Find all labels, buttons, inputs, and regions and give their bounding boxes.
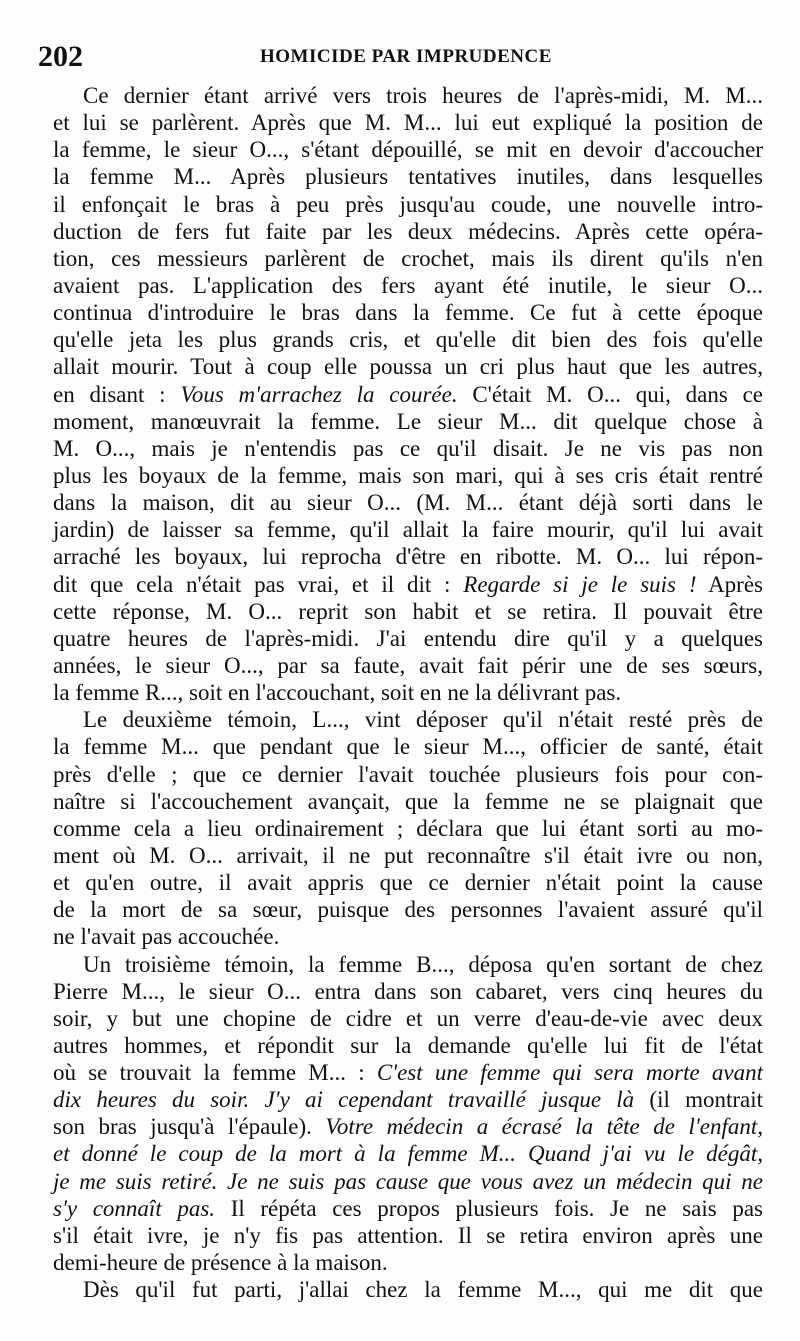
text-line [53, 543, 763, 570]
text-segment: arraché les boyaux, lui reprocha d'être en ribotte. M. O... lui répon- [53, 544, 763, 570]
text-line [53, 815, 763, 842]
text-segment: quatre heures de l'après-midi. J'ai entendu dire qu'il y a quelques [53, 625, 763, 651]
text-line [53, 218, 763, 245]
text-line [53, 462, 763, 489]
italic-text-segment: Vous m'arrachez la courée. [180, 381, 458, 407]
text-line [53, 896, 763, 923]
text-segment: Après [696, 571, 763, 597]
text-line [53, 1086, 763, 1113]
text-line [53, 381, 763, 408]
italic-text-segment: Votre médecin a écrasé la tête de l'enfant, [325, 1114, 764, 1140]
text-line [53, 136, 763, 163]
text-segment: ment où M. O... arrivait, il ne put reconnaître s'il était ivre ou non, [53, 842, 763, 868]
text-segment: Le deuxième témoin, L..., vint déposer qu'il n'était resté près de [83, 707, 763, 733]
text-line [53, 435, 763, 462]
text-line [53, 109, 763, 136]
text-line [53, 353, 763, 380]
text-segment: demi-heure de présence à la maison. [53, 1250, 388, 1276]
text-line [53, 1168, 763, 1195]
text-line [53, 652, 763, 679]
text-segment: jardin) de laisser sa femme, qu'il allait la faire mourir, qu'il lui avait [53, 517, 763, 543]
text-segment: en disant : [53, 381, 181, 407]
text-line [53, 299, 763, 326]
text-segment: la femme M... Après plusieurs tentatives inutiles, dans lesquelles [53, 164, 763, 190]
text-line [53, 1195, 763, 1222]
text-line [53, 869, 763, 896]
text-segment: la femme, le sieur O..., s'étant dépouillé, se mit en devoir d'accoucher [53, 137, 763, 163]
text-segment: où se trouvait la femme M... : [53, 1060, 377, 1086]
running-title: HOMICIDE PAR IMPRUDENCE [260, 46, 552, 67]
text-line [53, 272, 763, 299]
text-line [53, 163, 763, 190]
text-segment: duction de fers fut faite par les deux médecins. Après cette opéra- [53, 218, 763, 244]
text-segment: Dès qu'il fut parti, j'allai chez la femme M..., qui me dit que [83, 1277, 763, 1303]
text-segment: il enfonçait le bras à peu près jusqu'au coude, une nouvelle intro- [53, 191, 763, 217]
text-line [53, 1249, 763, 1276]
text-segment: (il montrait [634, 1087, 764, 1113]
text-segment: naître si l'accouchement avançait, que la femme ne se plaignait que [53, 788, 763, 814]
text-segment: dit que cela n'était pas vrai, et il dit : [53, 571, 464, 597]
text-line [53, 571, 763, 598]
text-line [53, 1140, 763, 1167]
text-line [53, 706, 763, 733]
text-segment: Pierre M..., le sieur O... entra dans son cabaret, vers cinq heures du [53, 978, 763, 1004]
text-segment: et lui se parlèrent. Après que M. M... lui eut expliqué la position de [53, 110, 763, 136]
text-line [53, 923, 763, 950]
text-segment: C'était M. O... qui, dans ce [457, 381, 763, 407]
text-line [53, 1005, 763, 1032]
text-segment: cette réponse, M. O... reprit son habit et se retira. Il pouvait être [53, 598, 763, 624]
text-segment: allait mourir. Tout à coup elle poussa un cri plus haut que les autres, [53, 354, 763, 380]
text-segment: ne l'avait pas accouchée. [53, 924, 280, 950]
text-segment: dans la maison, dit au sieur O... (M. M... étant déjà sorti dans le [53, 490, 763, 516]
text-segment: comme cela a lieu ordinairement ; déclara que lui étant sorti au mo- [53, 815, 763, 841]
text-line [53, 978, 763, 1005]
text-segment: autres hommes, et répondit sur la demande qu'elle lui fit de l'état [53, 1032, 763, 1058]
text-segment: s'il était ivre, je n'y fis pas attention. Il se retira environ après une [53, 1222, 763, 1248]
text-line [53, 408, 763, 435]
text-segment: la femme R..., soit en l'accouchant, soit en ne la délivrant pas. [53, 680, 622, 706]
text-segment: la femme M... que pendant que le sieur M..., officier de santé, était [53, 734, 763, 760]
text-segment: son bras jusqu'à l'épaule). [53, 1114, 326, 1140]
text-line [53, 625, 763, 652]
text-line [53, 761, 763, 788]
text-line [53, 679, 763, 706]
text-segment: et qu'en outre, il avait appris que ce dernier n'était point la cause [53, 870, 763, 896]
text-segment: continua d'introduire le bras dans la femme. Ce fut à cette époque [53, 300, 763, 326]
text-segment: de la mort de sa sœur, puisque des personnes l'avaient assuré qu'il [53, 897, 763, 923]
text-line [53, 1032, 763, 1059]
text-line [53, 1276, 763, 1303]
text-line [53, 598, 763, 625]
text-segment: M. O..., mais je n'entendis pas ce qu'il disait. Je ne vis pas non [53, 435, 763, 461]
body-text [53, 82, 763, 1332]
text-line [53, 733, 763, 760]
text-line [53, 1059, 763, 1086]
text-line [53, 82, 763, 109]
text-line [53, 489, 763, 516]
text-segment: Il répéta ces propos plusieurs fois. Je ne sais pas [215, 1195, 763, 1221]
text-line [53, 191, 763, 218]
text-line [53, 842, 763, 869]
text-line [53, 326, 763, 353]
text-line [53, 1113, 763, 1140]
italic-text-segment: Regarde si je le suis ! [463, 571, 697, 597]
text-line [53, 1222, 763, 1249]
page-number: 202 [38, 40, 83, 73]
italic-text-segment: C'est une femme qui sera morte avant [376, 1060, 763, 1086]
text-line [53, 516, 763, 543]
italic-text-segment: dix heures du soir. J'y ai cependant travaillé jusque là [53, 1087, 635, 1113]
text-segment: soir, y but une chopine de cidre et un verre d'eau-de-vie avec deux [53, 1005, 763, 1031]
text-segment: avaient pas. L'application des fers ayant été inutile, le sieur O... [53, 272, 763, 298]
text-segment: années, le sieur O..., par sa faute, avait fait périr une de ses sœurs, [53, 652, 763, 678]
text-segment: tion, ces messieurs parlèrent de crochet, mais ils dirent qu'ils n'en [53, 245, 763, 271]
text-segment: qu'elle jeta les plus grands cris, et qu'elle dit bien des fois qu'elle [53, 327, 763, 353]
text-line [53, 788, 763, 815]
text-segment: Ce dernier étant arrivé vers trois heures de l'après-midi, M. M... [83, 83, 763, 108]
text-segment: plus les boyaux de la femme, mais son mari, qui à ses cris était rentré [53, 462, 763, 488]
italic-text-segment: et donné le coup de la mort à la femme M... Quand j'ai vu le dégât, [53, 1141, 763, 1167]
text-line [53, 951, 763, 978]
italic-text-segment: je me suis retiré. Je ne suis pas cause que vous avez un médecin qui ne [53, 1168, 763, 1194]
text-segment: moment, manœuvrait la femme. Le sieur M... dit quelque chose à [53, 408, 763, 434]
text-line [53, 245, 763, 272]
text-segment: près d'elle ; que ce dernier l'avait touchée plusieurs fois pour con- [53, 761, 763, 787]
text-segment: Un troisième témoin, la femme B..., déposa qu'en sortant de chez [83, 951, 763, 977]
page-header [38, 40, 758, 76]
italic-text-segment: s'y connaît pas. [53, 1195, 216, 1221]
